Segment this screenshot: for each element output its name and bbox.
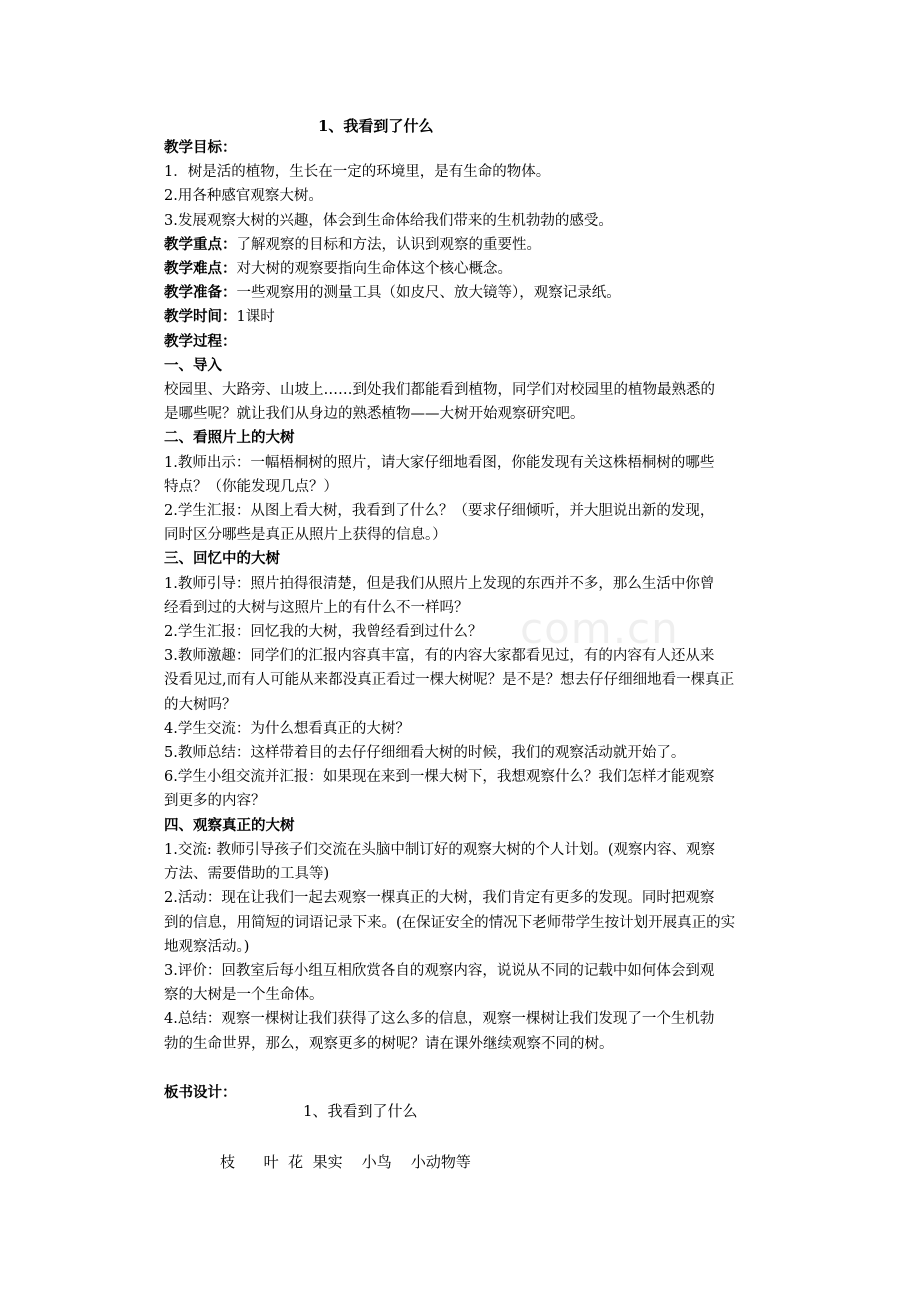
difficulty-text: 对大树的观察要指向生命体这个核心概念。	[236, 261, 512, 278]
difficulty-label: 教学难点：	[164, 260, 237, 278]
section4-line: 到的信息，用简短的词语记录下来。(在保证安全的情况下老师带学生按计划开展真正的实	[164, 914, 736, 931]
section4-line: 方法、需要借助的工具等)	[164, 866, 330, 883]
section2-heading: 二、看照片上的大树	[164, 429, 295, 447]
section1-line: 是哪些呢？就让我们从身边的熟悉植物——大树开始观察研究吧。	[164, 406, 585, 423]
watermark: com.cn	[520, 604, 679, 653]
process-heading: 教学过程：	[164, 332, 237, 350]
section1-line: 校园里、大路旁、山坡上……到处我们都能看到植物，同学们对校园里的植物最熟悉的	[164, 382, 715, 399]
section2-line: 特点？（你能发现几点？）	[164, 478, 338, 495]
section2-line: 2.学生汇报：从图上看大树，我看到了什么？（要求仔细倾听，并大胆说出新的发现，	[164, 503, 715, 520]
section2-line: 1.教师出示：一幅梧桐树的照片，请大家仔细地看图，你能发现有关这株梧桐树的哪些	[164, 454, 715, 471]
board-design-label: 板书设计：	[164, 1084, 237, 1101]
section3-line: 2.学生汇报：回忆我的大树，我曾经看到过什么？	[164, 624, 483, 641]
section2-line: 同时区分哪些是真正从照片上获得的信息。）	[164, 527, 447, 544]
section3-line: 经看到过的大树与这照片上的有什么不一样吗？	[164, 599, 469, 616]
key-point-label: 教学重点：	[164, 235, 237, 253]
section4-line: 4.总结：观察一棵树让我们获得了这么多的信息，观察一棵树让我们发现了一个生机勃	[164, 1011, 715, 1028]
preparation	[164, 281, 784, 305]
section4-line: 地观察活动。)	[164, 938, 250, 955]
section4-line: 3.评价：回教室后每小组互相欣赏各自的观察内容，说说从不同的记载中如何体会到观	[164, 962, 715, 979]
section4-line: 1.交流: 教师引导孩子们交流在头脑中制订好的观察大树的个人计划。(观察内容、观察	[164, 841, 715, 858]
time-text: 1课时	[236, 309, 275, 326]
preparation-label: 教学准备：	[164, 284, 237, 302]
objective-1: 1．树是活的植物，生长在一定的环境里，是有生命的物体。	[164, 164, 551, 181]
objectives-heading: 教学目标：	[164, 139, 237, 156]
lesson-title: 1、我看到了什么	[318, 117, 434, 135]
section4-heading: 四、观察真正的大树	[164, 816, 295, 834]
section1-heading: 一、导入	[164, 356, 222, 374]
board-design-title: 1、我看到了什么	[303, 1102, 418, 1120]
key-point	[164, 233, 784, 257]
section3-line: 5.教师总结：这样带着目的去仔仔细细看大树的时候，我们的观察活动就开始了。	[164, 745, 686, 762]
time	[164, 305, 784, 329]
time-label: 教学时间：	[164, 308, 237, 326]
section3-line: 3.教师激趣：同学们的汇报内容真丰富，有的内容大家都看见过，有的内容有人还从来	[164, 648, 715, 665]
section3-line: 没看见过,而有人可能从来都没真正看过一棵大树呢？是不是？想去仔仔细细地看一棵真正	[164, 672, 735, 689]
section3-heading: 三、回忆中的大树	[164, 550, 280, 568]
section3-line: 1.教师引导：照片拍得很清楚，但是我们从照片上发现的东西并不多，那么生活中你曾	[164, 575, 715, 592]
section3-line: 6.学生小组交流并汇报：如果现在来到一棵大树下，我想观察什么？我们怎样才能观察	[164, 769, 715, 786]
lesson-content	[164, 136, 784, 1056]
difficulty	[164, 257, 784, 281]
objective-2: 2.用各种感官观察大树。	[164, 188, 323, 205]
section4-line: 察的大树是一个生命体。	[164, 987, 324, 1004]
objective-3: 3.发展观察大树的兴趣，体会到生命体给我们带来的生机勃勃的感受。	[164, 212, 613, 229]
section4-line: 勃的生命世界，那么，观察更多的树呢？请在课外继续观察不同的树。	[164, 1035, 614, 1052]
section4-line: 2.活动：现在让我们一起去观察一棵真正的大树，我们肯定有更多的发现。同时把观察	[164, 890, 715, 907]
section3-line: 的大树吗？	[164, 696, 237, 713]
preparation-text: 一些观察用的测量工具（如皮尺、放大镜等），观察记录纸。	[236, 285, 621, 302]
section3-line: 4.学生交流：为什么想看真正的大树？	[164, 720, 410, 737]
board-design-items: 枝 叶 花 果实 小鸟 小动物等	[220, 1153, 471, 1171]
key-point-text: 了解观察的目标和方法，认识到观察的重要性。	[236, 236, 541, 253]
section3-line: 到更多的内容？	[164, 793, 266, 810]
